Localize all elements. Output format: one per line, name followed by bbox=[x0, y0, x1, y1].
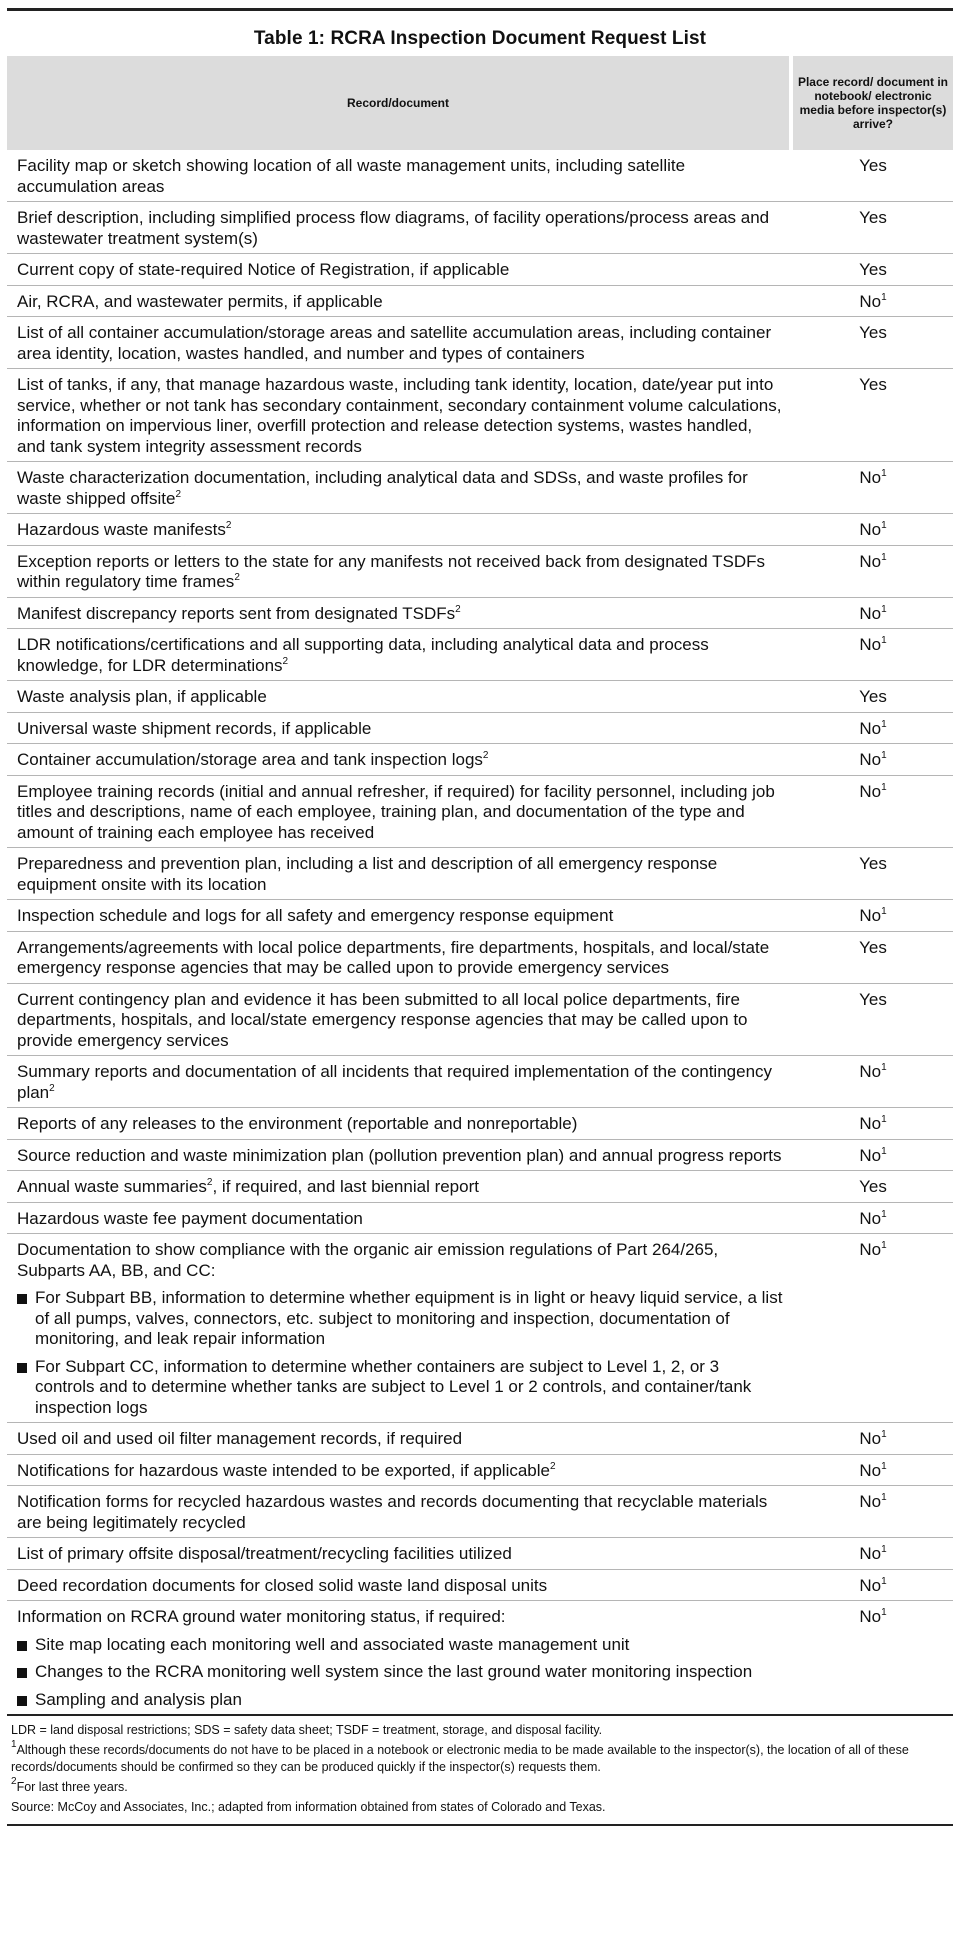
table-row bbox=[7, 931, 953, 983]
record-cell bbox=[7, 369, 791, 462]
record-text-line bbox=[17, 208, 783, 249]
table-row bbox=[7, 744, 953, 776]
placement-value: No bbox=[859, 718, 882, 738]
bullet-item bbox=[17, 1690, 783, 1711]
table-row bbox=[7, 1234, 953, 1423]
placement-footnote-marker: 1 bbox=[881, 1145, 887, 1157]
placement-value: Yes bbox=[859, 687, 887, 706]
placement-footnote-marker: 1 bbox=[881, 1492, 887, 1503]
record-cell bbox=[7, 462, 791, 514]
placement-value: No bbox=[859, 1575, 882, 1595]
footnotes bbox=[7, 1716, 953, 1816]
footnote-abbreviations: LDR = land disposal restrictions; SDS = safety data sheet; TSDF = treatment, storage, and disposal facility. bbox=[11, 1723, 603, 1737]
record-text: Annual waste summaries bbox=[17, 1177, 207, 1196]
table-row bbox=[7, 681, 953, 713]
placement-footnote-marker: 1 bbox=[881, 1544, 887, 1555]
placement-cell bbox=[791, 1454, 953, 1486]
placement-footnote-marker: 1 bbox=[881, 1460, 887, 1472]
record-text: Reports of any releases to the environment (reportable and nonreportable) bbox=[17, 1114, 578, 1133]
record-text: Current contingency plan and evidence it has been submitted to all local police departments, fire departments, hospitals, and local/state emergency response agencies that may be called upon to provide emergency services bbox=[17, 989, 748, 1050]
record-text-line bbox=[17, 1146, 783, 1167]
table-row bbox=[7, 462, 953, 514]
placement-footnote-marker: 1 bbox=[881, 1607, 887, 1618]
record-text: Preparedness and prevention plan, including a list and description of all emergency response equipment onsite with its location bbox=[17, 854, 718, 894]
record-text-line bbox=[17, 1576, 783, 1597]
bullet-item bbox=[17, 1357, 783, 1419]
footnote-2 bbox=[11, 1776, 953, 1796]
record-text-line bbox=[17, 375, 783, 457]
record-text: Employee training records (initial and annual refresher, if required) for facility personnel, including job titles and descriptions, name of each employee, training plan, and documentation of the type and amount of training each employee has received bbox=[17, 781, 775, 842]
table-row bbox=[7, 983, 953, 1056]
placement-value: No bbox=[859, 520, 882, 539]
placement-value: No bbox=[859, 1145, 882, 1165]
record-text: List of primary offsite disposal/treatment/recycling facilities utilized bbox=[17, 1544, 512, 1563]
record-text-line bbox=[17, 990, 783, 1052]
placement-cell bbox=[791, 254, 953, 286]
record-text-line bbox=[17, 1492, 783, 1533]
record-text: Used oil and used oil filter management records, if required bbox=[17, 1429, 463, 1448]
placement-value: Yes bbox=[859, 989, 887, 1009]
table-row bbox=[7, 1538, 953, 1570]
record-text: Container accumulation/storage area and tank inspection logs bbox=[17, 750, 483, 769]
placement-footnote-marker: 1 bbox=[881, 291, 887, 303]
table-row bbox=[7, 514, 953, 546]
footnote-1-marker: 1 bbox=[11, 1739, 17, 1750]
table-row bbox=[7, 848, 953, 900]
placement-cell bbox=[791, 1139, 953, 1171]
record-cell bbox=[7, 1569, 791, 1601]
record-footnote-marker: 2 bbox=[482, 750, 489, 761]
square-bullet-icon bbox=[17, 1641, 27, 1651]
placement-value: No bbox=[859, 1544, 882, 1563]
record-text: Information on RCRA ground water monitoring status, if required: bbox=[17, 1607, 506, 1626]
record-text-line bbox=[17, 750, 783, 771]
placement-value: Yes bbox=[859, 375, 887, 394]
record-cell bbox=[7, 254, 791, 286]
placement-value: No bbox=[859, 1607, 882, 1626]
record-text-line bbox=[17, 1544, 783, 1565]
placement-cell bbox=[791, 1538, 953, 1570]
record-cell bbox=[7, 848, 791, 900]
bullet-item bbox=[17, 1635, 783, 1656]
placement-footnote-marker: 1 bbox=[881, 603, 887, 615]
placement-cell bbox=[791, 900, 953, 932]
placement-cell bbox=[791, 744, 953, 776]
table-row bbox=[7, 1454, 953, 1486]
square-bullet-icon bbox=[17, 1363, 27, 1373]
bullet-text: For Subpart CC, information to determine whether containers are subject to Level 1, 2, or 3 controls and to determine whether tanks are subject to Level 1 or 2 controls, and container/tank inspection logs bbox=[35, 1356, 752, 1417]
table-row bbox=[7, 1202, 953, 1234]
placement-value: No bbox=[859, 1208, 882, 1228]
record-text: Exception reports or letters to the state for any manifests not received back from designated TSDFs within regulatory time frames bbox=[17, 551, 766, 591]
placement-cell bbox=[791, 150, 953, 202]
record-text-line bbox=[17, 604, 783, 625]
placement-value: No bbox=[859, 1240, 882, 1259]
table-row bbox=[7, 775, 953, 848]
bullet-item bbox=[17, 1662, 783, 1683]
record-text: Waste characterization documentation, including analytical data and SDSs, and waste profiles for waste shipped offsite bbox=[17, 468, 748, 508]
table-row bbox=[7, 317, 953, 369]
placement-cell bbox=[791, 1486, 953, 1538]
record-text-line bbox=[17, 635, 783, 676]
placement-cell bbox=[791, 629, 953, 681]
square-bullet-icon bbox=[17, 1294, 27, 1304]
record-text-line bbox=[17, 906, 783, 927]
placement-value: No bbox=[859, 1460, 882, 1480]
table-row bbox=[7, 1601, 953, 1716]
placement-value: Yes bbox=[859, 260, 887, 279]
record-cell bbox=[7, 983, 791, 1056]
placement-cell bbox=[791, 1171, 953, 1203]
placement-footnote-marker: 1 bbox=[881, 781, 887, 793]
record-cell bbox=[7, 900, 791, 932]
record-cell bbox=[7, 931, 791, 983]
record-text: Universal waste shipment records, if applicable bbox=[17, 718, 372, 738]
record-text-line bbox=[17, 1607, 783, 1628]
table-row bbox=[7, 597, 953, 629]
placement-footnote-marker: 1 bbox=[881, 1114, 887, 1125]
table-row bbox=[7, 629, 953, 681]
record-cell bbox=[7, 202, 791, 254]
source-note: Source: McCoy and Associates, Inc.; adapted from information obtained from states of Colorado and Texas. bbox=[11, 1800, 606, 1814]
record-footnote-marker: 2 bbox=[550, 1460, 556, 1472]
bullet-item bbox=[17, 1288, 783, 1350]
record-footnote-marker: 2 bbox=[234, 572, 240, 583]
record-text: Summary reports and documentation of all incidents that required implementation of the contingency plan bbox=[17, 1062, 773, 1102]
placement-footnote-marker: 1 bbox=[881, 1575, 887, 1587]
record-text-line bbox=[17, 260, 783, 281]
record-text-line bbox=[17, 938, 783, 979]
table-title: Table 1: RCRA Inspection Document Request List bbox=[253, 28, 707, 49]
record-footnote-marker: 2 bbox=[49, 1082, 55, 1094]
document-page bbox=[7, 8, 953, 1826]
record-cell bbox=[7, 1108, 791, 1140]
record-text: Waste analysis plan, if applicable bbox=[17, 687, 267, 706]
record-text-line bbox=[17, 468, 783, 509]
placement-cell bbox=[791, 317, 953, 369]
placement-footnote-marker: 1 bbox=[881, 906, 887, 917]
placement-value: No bbox=[859, 468, 882, 487]
table-row bbox=[7, 1486, 953, 1538]
placement-cell bbox=[791, 931, 953, 983]
record-text: List of tanks, if any, that manage hazardous waste, including tank identity, location, date/year put into service, whether or not tank has secondary containment, secondary containment volume calculations, information on impervious liner, overfill protection and release detection systems, wastes handled, and tank system integrity assessment records bbox=[17, 375, 782, 456]
placement-value: No bbox=[859, 1429, 882, 1448]
record-text-line bbox=[17, 292, 783, 313]
footnote-1 bbox=[11, 1739, 953, 1776]
record-cell bbox=[7, 1601, 791, 1716]
column-header-placement: Place record/ document in notebook/ electronic media before inspector(s) arrive? bbox=[791, 56, 953, 150]
table-row bbox=[7, 1171, 953, 1203]
record-text: Hazardous waste manifests bbox=[17, 520, 226, 539]
placement-value: No bbox=[859, 291, 882, 311]
record-footnote-marker: 2 bbox=[225, 520, 232, 531]
record-cell bbox=[7, 1454, 791, 1486]
placement-value: No bbox=[859, 906, 882, 925]
placement-footnote-marker: 1 bbox=[881, 1429, 887, 1440]
record-cell bbox=[7, 775, 791, 848]
record-text-line bbox=[17, 719, 783, 740]
record-cell bbox=[7, 285, 791, 317]
table-row bbox=[7, 1423, 953, 1455]
table-body bbox=[7, 150, 953, 1715]
footnote-2-text: For last three years. bbox=[16, 1780, 128, 1794]
record-text: Deed recordation documents for closed solid waste land disposal units bbox=[17, 1575, 548, 1595]
placement-cell bbox=[791, 1056, 953, 1108]
record-text-line bbox=[17, 1114, 783, 1135]
record-text-line bbox=[17, 1177, 783, 1198]
placement-cell bbox=[791, 1108, 953, 1140]
bottom-rule bbox=[7, 1824, 953, 1826]
record-text: LDR notifications/certifications and all supporting data, including analytical data and process knowledge, for LDR determinations bbox=[17, 635, 709, 675]
placement-value: No bbox=[859, 750, 882, 769]
record-text: Documentation to show compliance with the organic air emission regulations of Part 264/265, Subparts AA, BB, and CC: bbox=[17, 1240, 719, 1280]
record-text-line bbox=[17, 1461, 783, 1482]
placement-value: Yes bbox=[859, 937, 887, 957]
column-header-record: Record/document bbox=[7, 56, 791, 150]
table-row bbox=[7, 369, 953, 462]
record-cell bbox=[7, 545, 791, 597]
placement-footnote-marker: 1 bbox=[881, 718, 887, 730]
placement-footnote-marker: 1 bbox=[881, 468, 887, 479]
record-cell bbox=[7, 681, 791, 713]
record-text-line bbox=[17, 782, 783, 844]
placement-value: No bbox=[859, 551, 882, 571]
placement-footnote-marker: 1 bbox=[881, 520, 887, 531]
placement-cell bbox=[791, 285, 953, 317]
placement-footnote-marker: 1 bbox=[881, 635, 887, 646]
placement-cell bbox=[791, 462, 953, 514]
table-row bbox=[7, 285, 953, 317]
bullet-text: Site map locating each monitoring well and associated waste management unit bbox=[35, 1634, 630, 1654]
record-text-line bbox=[17, 156, 783, 197]
record-cell bbox=[7, 150, 791, 202]
table-header-row bbox=[7, 56, 953, 150]
table-row bbox=[7, 1108, 953, 1140]
table-row bbox=[7, 1056, 953, 1108]
bullet-text: Sampling and analysis plan bbox=[35, 1689, 242, 1709]
record-text: Inspection schedule and logs for all safety and emergency response equipment bbox=[17, 906, 614, 925]
placement-cell bbox=[791, 1423, 953, 1455]
record-cell bbox=[7, 317, 791, 369]
table-row bbox=[7, 900, 953, 932]
placement-cell bbox=[791, 1569, 953, 1601]
square-bullet-icon bbox=[17, 1696, 27, 1706]
placement-value: No bbox=[859, 1492, 882, 1511]
placement-cell bbox=[791, 712, 953, 744]
record-text: Facility map or sketch showing location of all waste management units, including satellite accumulation areas bbox=[17, 156, 686, 196]
placement-value: Yes bbox=[859, 323, 887, 342]
bullet-text: For Subpart BB, information to determine whether equipment is in light or heavy liquid service, a list of all pumps, valves, connectors, etc. subject to monitoring and inspection, documentation of monitoring, and leak repair information bbox=[35, 1288, 783, 1348]
placement-value: No bbox=[859, 781, 882, 801]
record-cell bbox=[7, 1234, 791, 1423]
record-cell bbox=[7, 1171, 791, 1203]
record-cell bbox=[7, 1538, 791, 1570]
record-text: Notifications for hazardous waste intended to be exported, if applicable bbox=[17, 1460, 550, 1480]
record-footnote-marker: 2 bbox=[282, 655, 289, 667]
document-request-table bbox=[7, 56, 953, 1716]
table-row bbox=[7, 1139, 953, 1171]
placement-cell bbox=[791, 681, 953, 713]
record-text: Notification forms for recycled hazardous wastes and records documenting that recyclable materials are being legitimately recycled bbox=[17, 1492, 768, 1532]
placement-value: No bbox=[859, 1114, 882, 1133]
placement-cell bbox=[791, 775, 953, 848]
record-text: Air, RCRA, and wastewater permits, if applicable bbox=[17, 291, 383, 311]
placement-footnote-marker: 1 bbox=[881, 1240, 887, 1251]
record-text-line bbox=[17, 1429, 783, 1450]
placement-cell bbox=[791, 514, 953, 546]
placement-value: Yes bbox=[859, 156, 887, 175]
placement-value: Yes bbox=[859, 208, 887, 227]
table-row bbox=[7, 545, 953, 597]
record-cell bbox=[7, 514, 791, 546]
placement-cell bbox=[791, 1234, 953, 1423]
record-cell bbox=[7, 1202, 791, 1234]
record-text: Current copy of state-required Notice of Registration, if applicable bbox=[17, 260, 510, 279]
record-cell bbox=[7, 712, 791, 744]
table-row bbox=[7, 712, 953, 744]
footnote-1-text: Although these records/documents do not have to be placed in a notebook or electronic media to be made available to the inspector(s), the location of all of these records/documents should be confirmed so they can be produced quickly if the inspector(s) requests them. bbox=[11, 1743, 909, 1774]
placement-value: No bbox=[859, 1062, 882, 1081]
record-cell bbox=[7, 1486, 791, 1538]
table-row bbox=[7, 1569, 953, 1601]
record-text: Brief description, including simplified process flow diagrams, of facility operations/process areas and wastewater treatment system(s) bbox=[17, 208, 770, 248]
record-text-line bbox=[17, 687, 783, 708]
record-text-line bbox=[17, 1062, 783, 1103]
record-cell bbox=[7, 1423, 791, 1455]
record-cell bbox=[7, 1139, 791, 1171]
record-cell bbox=[7, 629, 791, 681]
placement-cell bbox=[791, 1202, 953, 1234]
record-text-line bbox=[17, 1240, 783, 1281]
placement-footnote-marker: 1 bbox=[881, 551, 887, 563]
record-text: Arrangements/agreements with local police departments, fire departments, hospitals, and local/state emergency response agencies that may be called upon to provide emergency services bbox=[17, 937, 770, 977]
placement-value: No bbox=[859, 635, 882, 654]
placement-cell bbox=[791, 983, 953, 1056]
placement-cell bbox=[791, 369, 953, 462]
top-rule bbox=[7, 8, 953, 11]
placement-cell bbox=[791, 848, 953, 900]
record-text-continued: , if required, and last biennial report bbox=[212, 1177, 479, 1196]
placement-value: No bbox=[859, 603, 882, 623]
placement-cell bbox=[791, 1601, 953, 1716]
placement-footnote-marker: 1 bbox=[881, 1062, 887, 1073]
footnote-2-marker: 2 bbox=[11, 1776, 17, 1787]
placement-footnote-marker: 1 bbox=[881, 750, 887, 761]
record-text-line bbox=[17, 520, 783, 541]
record-footnote-marker: 2 bbox=[206, 1177, 213, 1188]
placement-cell bbox=[791, 545, 953, 597]
placement-cell bbox=[791, 202, 953, 254]
record-text: Hazardous waste fee payment documentation bbox=[17, 1208, 363, 1228]
record-cell bbox=[7, 1056, 791, 1108]
record-text-line bbox=[17, 323, 783, 364]
record-text-line bbox=[17, 1209, 783, 1230]
record-footnote-marker: 2 bbox=[175, 488, 182, 500]
bullet-text: Changes to the RCRA monitoring well system since the last ground water monitoring inspection bbox=[35, 1662, 753, 1681]
table-row bbox=[7, 150, 953, 202]
placement-value: Yes bbox=[859, 1177, 887, 1196]
record-text: Source reduction and waste minimization plan (pollution prevention plan) and annual progress reports bbox=[17, 1145, 782, 1165]
placement-footnote-marker: 1 bbox=[881, 1208, 887, 1220]
square-bullet-icon bbox=[17, 1668, 27, 1678]
record-text: Manifest discrepancy reports sent from designated TSDFs bbox=[17, 603, 456, 623]
record-footnote-marker: 2 bbox=[455, 603, 461, 615]
table-row bbox=[7, 254, 953, 286]
record-text: List of all container accumulation/storage areas and satellite accumulation areas, including container area identity, location, wastes handled, and number and types of containers bbox=[17, 323, 772, 363]
placement-value: Yes bbox=[859, 854, 887, 873]
record-cell bbox=[7, 597, 791, 629]
record-text-line bbox=[17, 854, 783, 895]
record-text-line bbox=[17, 552, 783, 593]
record-cell bbox=[7, 744, 791, 776]
placement-cell bbox=[791, 597, 953, 629]
table-row bbox=[7, 202, 953, 254]
